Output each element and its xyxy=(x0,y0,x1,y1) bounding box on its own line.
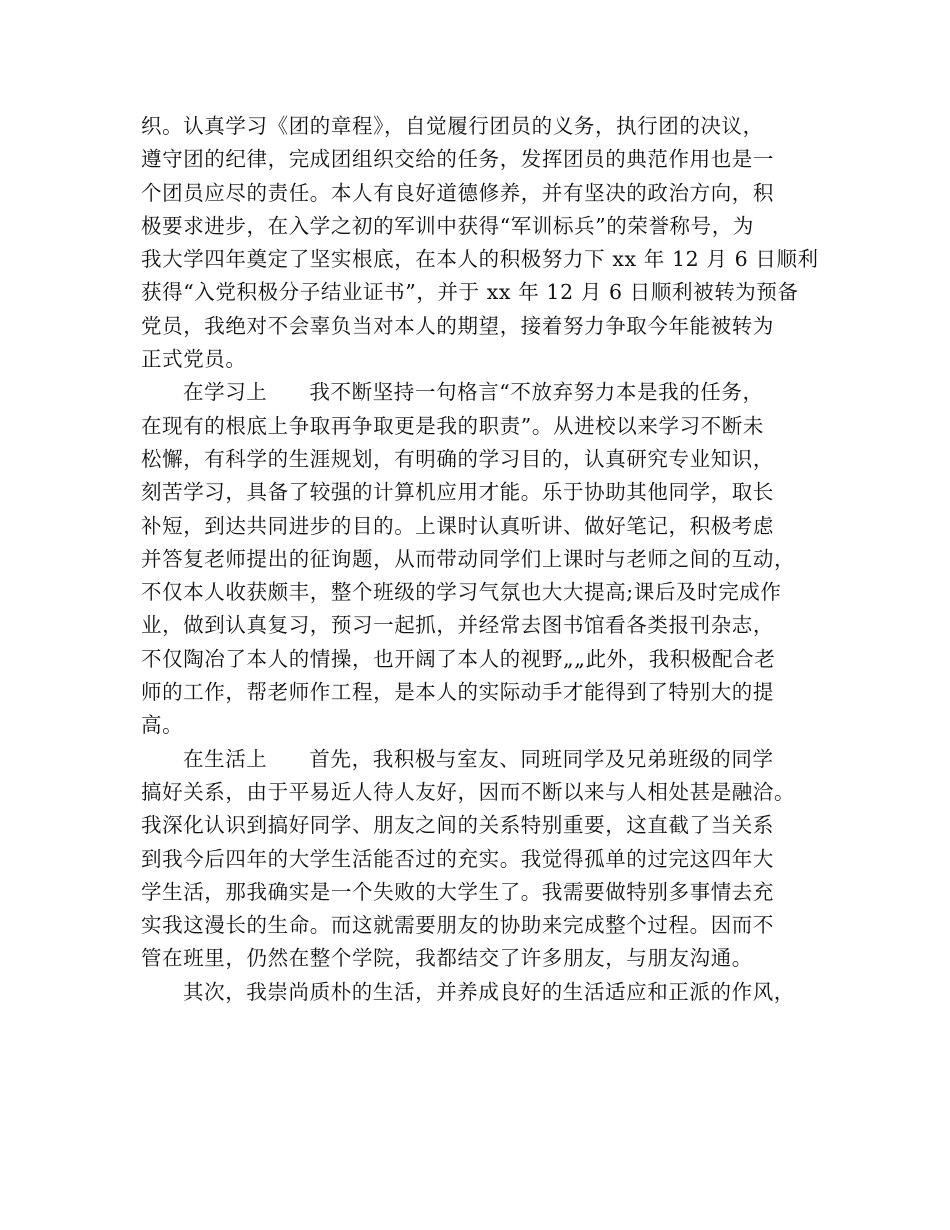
life-first-text: 首先，我积极与室友、同班同学及兄弟班级的同学 xyxy=(309,746,774,771)
study-line: 高。 xyxy=(141,713,184,738)
document-body xyxy=(141,110,831,1009)
life-line: 搞好关系，由于平易近人待人友好，因而不断以来与人相处甚是融洽。 xyxy=(141,779,796,804)
study-first-line xyxy=(141,376,831,409)
study-line: 不仅本人收获颇丰，整个班级的学习气氛也大大提高;课后及时完成作 xyxy=(141,580,782,605)
paragraph-line: 党员，我绝对不会辜负当对本人的期望，接着努力争取今年能被转为 xyxy=(141,313,774,338)
study-line: 业，做到认真复习，预习一起抓，并经常去图书馆看各类报刊杂志， xyxy=(141,613,774,638)
study-line: 并答复老师提出的征询题，从而带动同学们上课时与老师之间的互动， xyxy=(141,546,796,571)
life-line: 到我今后四年的大学生活能否过的充实。我觉得孤单的过完这四年大 xyxy=(141,846,774,871)
life-heading: 在生活上 xyxy=(183,746,268,771)
life-line: 学生活，那我确实是一个失败的大学生了。我需要做特别多事情去充 xyxy=(141,879,774,904)
paragraph-line: 我大学四年奠定了坚实根底，在本人的积极努力下 xx 年 12 月 6 日顺利 xyxy=(141,247,819,272)
paragraph-line: 织。认真学习《团的章程》，自觉履行团员的义务，执行团的决议， xyxy=(141,114,764,138)
paragraph-line: 获得“入党积极分子结业证书”，并于 xx 年 12 月 6 日顺利被转为预备 xyxy=(141,280,799,305)
study-line: 刻苦学习，具备了较强的计算机应用才能。乐于协助其他同学，取长 xyxy=(141,480,774,505)
study-line: 松懈，有科学的生涯规划，有明确的学习目的，认真研究专业知识， xyxy=(141,446,774,471)
life-line: 我深化认识到搞好同学、朋友之间的关系特别重要，这直截了当关系 xyxy=(141,813,774,838)
paragraph-line: 极要求进步，在入学之初的军训中获得“军训标兵”的荣誉称号，为 xyxy=(141,213,754,238)
life-line: 管在班里，仍然在整个学院，我都结交了许多朋友，与朋友沟通。 xyxy=(141,946,753,971)
study-line: 在现有的根底上争取再争取更是我的职责”。从进校以来学习不断未 xyxy=(141,413,764,438)
paragraph-line: 遵守团的纪律，完成团组织交给的任务，发挥团员的典范作用也是一 xyxy=(141,147,774,172)
study-heading: 在学习上 xyxy=(183,380,268,405)
paragraph-line: 正式党员。 xyxy=(141,347,247,372)
study-line: 补短，到达共同进步的目的。上课时认真听讲、做好笔记，积极考虑 xyxy=(141,513,774,538)
paragraph-last-line: 其次，我崇尚质朴的生活，并养成良好的生活适应和正派的作风， xyxy=(183,979,795,1004)
study-line: 不仅陶冶了本人的情操，也开阔了本人的视野„„此外，我积极配合老 xyxy=(141,646,776,671)
life-first-line xyxy=(141,743,831,776)
study-line: 师的工作，帮老师作工程，是本人的实际动手才能得到了特别大的提 xyxy=(141,680,774,705)
study-first-text: 我不断坚持一句格言“不放弃努力本是我的任务， xyxy=(309,380,764,405)
life-line: 实我这漫长的生命。而这就需要朋友的协助来完成整个过程。因而不 xyxy=(141,913,774,938)
paragraph-line: 个团员应尽的责任。本人有良好道德修养，并有坚决的政治方向，积 xyxy=(141,180,774,205)
